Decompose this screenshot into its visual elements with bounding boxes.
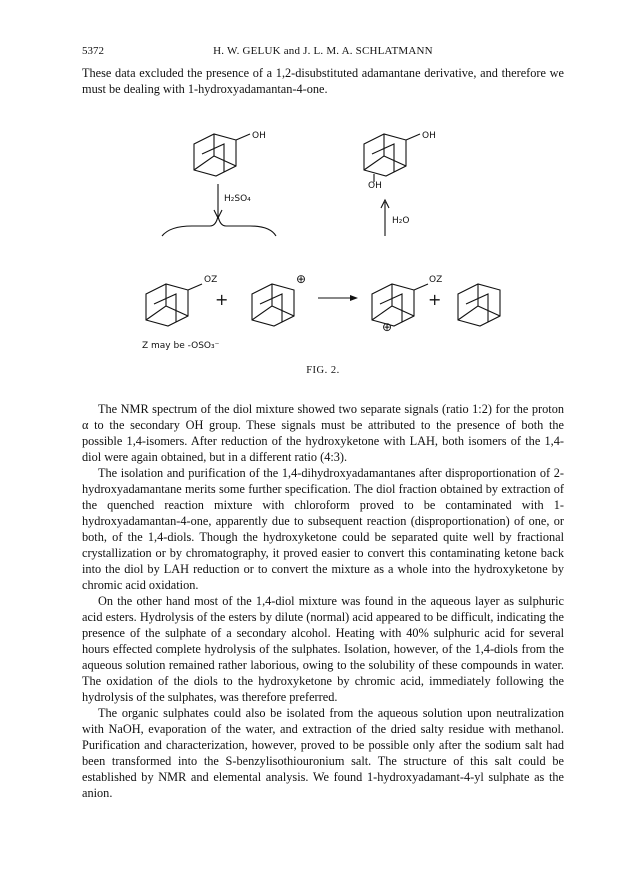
adamantane-structure-product: [458, 284, 500, 326]
page-header: [82, 45, 564, 61]
adamantane-oz-left: [146, 284, 202, 326]
paragraph-3: On the other hand most of the 1,4-diol mixture was found in the aqueous layer as sulphuric acid esters. Hydrolysis of the esters by dilute (normal) acid appeared to be difficult, indicating the presence of the sulphate of a secondary alcohol. Heating with 40% sulphuric acid for several hours effected complete hydrolysis of the sulphates. Isolation, however, of the 1,4-diols from the aqueous solution remained rather laborious, owing to the solubility of these compounds in water. The oxidation of the diols to the hydroxyketone by chromic acid, immediately following the hydrolysis of the sulphates, was therefore preferred.: [82, 594, 564, 704]
z-substituent-note: Z may be -OSO₃⁻: [142, 341, 220, 351]
adamantane-oz-cation-structure: [372, 284, 428, 326]
brace: [162, 216, 276, 236]
running-head-authors: H. W. GELUK and J. L. M. A. SCHLATMANN: [213, 45, 433, 57]
oh-label-top-right: OH: [422, 131, 436, 141]
cation-symbol-1: ⊕: [296, 272, 307, 286]
oz-label-left: OZ: [204, 275, 218, 285]
intro-paragraph: These data excluded the presence of a 1,2-disubstituted adamantane derivative, and therefore we must be dealing with 1-hydroxyadamantan-4-one.: [82, 66, 564, 96]
cation-symbol-2: ⊕: [382, 320, 393, 334]
oh-label-bottom-right: OH: [368, 181, 382, 191]
oh-label-top-left: OH: [252, 131, 266, 141]
page-number: 5372: [82, 45, 104, 57]
paragraph-1: The NMR spectrum of the diol mixture showed two separate signals (ratio 1:2) for the proton α to the secondary OH group. These signals must be attributed to the presence of both the possible 1,4-isomers. After reduction of the hydroxyketone with LAH, both isomers of the 1,4-diol were again obtained, but in a different ratio (4:3).: [82, 402, 564, 464]
body-text: [82, 401, 564, 801]
paragraph-4: The organic sulphates could also be isolated from the aqueous solution upon neutralization with NaOH, evaporation of the water, and extraction of the dried salty residue with methanol. Purification and characterization, however, proved to be possible only after the sodium salt had been transformed into the S-benzylisothiouronium salt. The structure of this salt could be established by NMR and elemental analysis. We found 1-hydroxyadamant-4-yl sulphate as the anion.: [82, 706, 564, 800]
plus-sign-1: +: [215, 290, 229, 309]
figure-caption: FIG. 2.: [306, 365, 340, 376]
reagent-h2so4: H₂SO₄: [224, 194, 251, 204]
adamantyl-cation-structure: [252, 284, 294, 326]
adamantane-structure-top-left: [194, 134, 250, 176]
paragraph-2: The isolation and purification of the 1,4-dihydroxyadamantanes after disproportionation of 2-hydroxyadamantane merits some further specification. The diol fraction obtained by extraction of the quenched reaction mixture with chloroform proved to be contaminated with 1-hydroxyadamantan-4-one, apparently due to subsequent reaction (disproportionation) of one, or both, of the 1,4-diols. Though the hydroxyketone could be separated quite well by fractional crystallization or by chromatography, it proved easier to convert this contaminating ketone back into the diol by LAH reduction or to convert the mixture as a whole into the hydroxyketone by chromic acid oxidation.: [82, 466, 564, 592]
reaction-scheme-diagram: [82, 112, 564, 374]
oz-label-right: OZ: [429, 275, 443, 285]
adamantane-structure-top-right: [364, 134, 420, 182]
figure-2: [82, 112, 564, 374]
reagent-h2o: H₂O: [392, 216, 410, 226]
plus-sign-2: +: [428, 290, 442, 309]
